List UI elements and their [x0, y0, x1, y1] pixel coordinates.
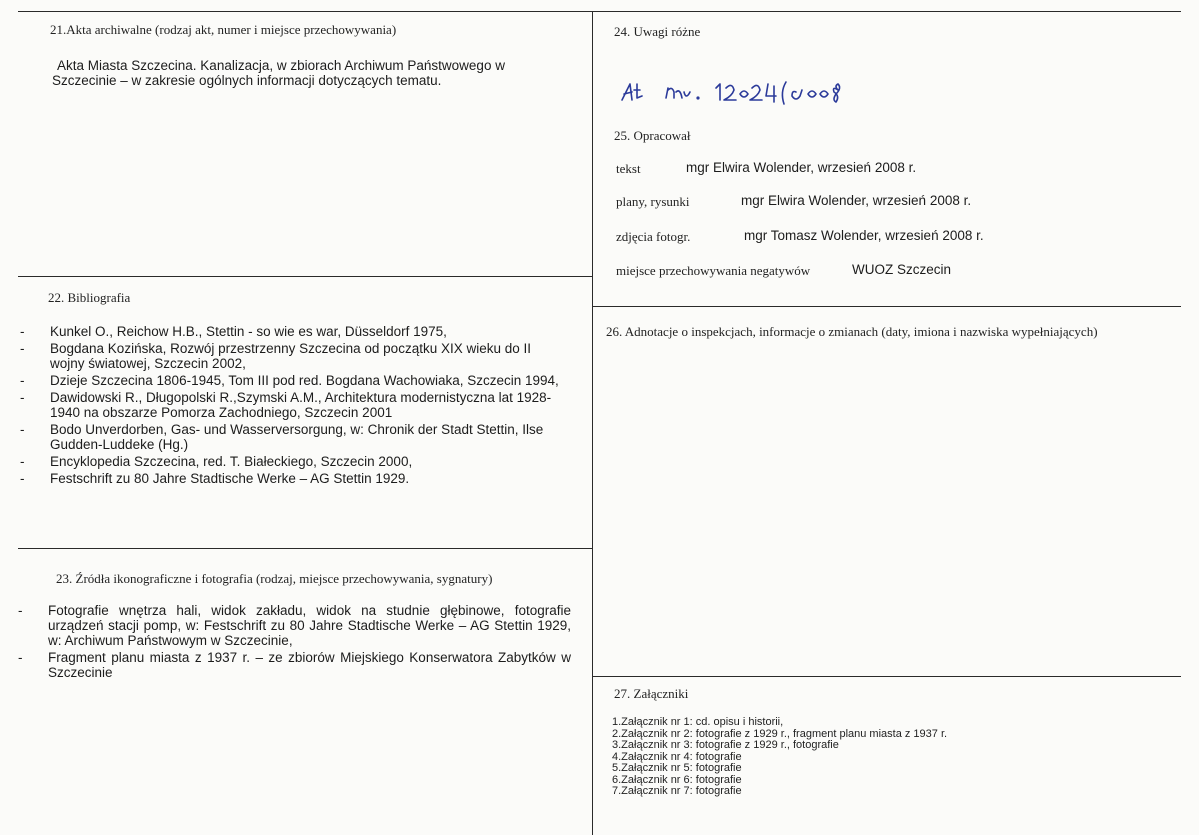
row-label: zdjęcia fotogr. — [616, 229, 691, 244]
author-row-plans — [616, 193, 972, 211]
section-24-title: 24. Uwagi różne — [614, 24, 701, 39]
list-item: 6.Załącznik nr 6: fotografie — [612, 773, 742, 786]
column-divider — [592, 11, 593, 835]
section-23-title: 23. Źródła ikonograficzne i fotografia (rodzaj, miejsce przechowywania, sygnatury) — [56, 571, 493, 586]
section-22-title: 22. Bibliografia — [48, 290, 131, 305]
row-label: plany, rysunki — [616, 194, 690, 209]
row-label: tekst — [616, 161, 641, 176]
list-item: 5.Załącznik nr 5: fotografie — [612, 762, 742, 774]
divider-25-26 — [592, 306, 1181, 307]
list-item: 2.Załącznik nr 2: fotografie z 1929 r., fragment planu miasta z 1937 r. — [612, 727, 948, 740]
list-item: 4.Załącznik nr 4: fotografie — [612, 750, 742, 763]
divider-22-23 — [18, 548, 592, 549]
section-26-title: 26. Adnotacje o inspekcjach, informacje o zmianach (daty, imiona i nazwiska wypełniających) — [606, 324, 1098, 339]
list-item: - Kunkel O., Reichow H.B., Stettin - so wie es war, Düsseldorf 1975, — [20, 324, 447, 339]
divider-21-22 — [18, 276, 592, 277]
list-item: - Dzieje Szczecina 1806-1945, Tom III pod red. Bogdana Wachowiaka, Szczecin 1994, — [20, 373, 559, 388]
divider-26-27 — [592, 676, 1181, 677]
handwritten-inventory-number — [620, 78, 870, 110]
row-label: miejsce przechowywania negatywów — [616, 263, 811, 278]
section-21-text: Akta Miasta Szczecina. Kanalizacja, w zbiorach Archiwum Państwowego w Szczecinie – w zakresie ogólnych informacji dotyczących tematu. — [52, 58, 505, 88]
author-row-negatives — [616, 262, 952, 280]
attachments-list — [612, 717, 947, 798]
row-value: mgr Tomasz Wolender, wrzesień 2008 r. — [744, 228, 984, 243]
bibliography-list — [20, 324, 560, 488]
author-row-photos — [616, 228, 984, 246]
list-item: - Festschrift zu 80 Jahre Stadtische Werke – AG Stettin 1929. — [20, 471, 410, 486]
section-25-title: 25. Opracował — [614, 128, 691, 143]
row-value: mgr Elwira Wolender, wrzesień 2008 r. — [741, 193, 972, 208]
list-item: 7.Załącznik nr 7: fotografie — [612, 785, 742, 797]
list-item: - Encyklopedia Szczecina, red. T. Białeckiego, Szczecin 2000, — [20, 454, 413, 469]
top-border — [18, 11, 1181, 12]
row-value: mgr Elwira Wolender, wrzesień 2008 r. — [686, 160, 917, 175]
list-item: - Bogdana Kozińska, Rozwój przestrzenny Szczecina od początku XIX wieku do II wojny światowej, Szczecin 2002, — [20, 341, 532, 371]
row-value: WUOZ Szczecin — [852, 262, 952, 277]
iconography-list — [18, 603, 571, 682]
section-21-title: 21.Akta archiwalne (rodzaj akt, numer i miejsce przechowywania) — [50, 22, 397, 37]
author-row-text — [616, 160, 917, 178]
list-item: - Fragment planu miasta z 1937 r. – ze zbiorów Miejskiego Konserwatora Zabytków w Szczecinie — [18, 650, 571, 680]
list-item: 1.Załącznik nr 1: cd. opisu i historii, — [612, 716, 784, 728]
list-item: - Bodo Unverdorben, Gas- und Wasserversorgung, w: Chronik der Stadt Stettin, Ilse Gudden-Luddeke (Hg.) — [20, 422, 544, 452]
list-item: - Fotografie wnętrza hali, widok zakładu, widok na studnie głębinowe, fotografie urządzeń stacji pomp, w: Festschrift zu 80 Jahre Stadtische Werke – AG Stettin 1929, w: Archiwum Państwowym w Szczecinie, — [18, 603, 571, 648]
list-item: - Dawidowski R., Długopolski R.,Szymski A.M., Architektura modernistyczna lat 1928-1940 na obszarze Pomorza Zachodniego, Szczecin 2001 — [20, 390, 552, 420]
section-27-title: 27. Załączniki — [614, 686, 689, 701]
list-item: 3.Załącznik nr 3: fotografie z 1929 r., fotografie — [612, 739, 839, 751]
